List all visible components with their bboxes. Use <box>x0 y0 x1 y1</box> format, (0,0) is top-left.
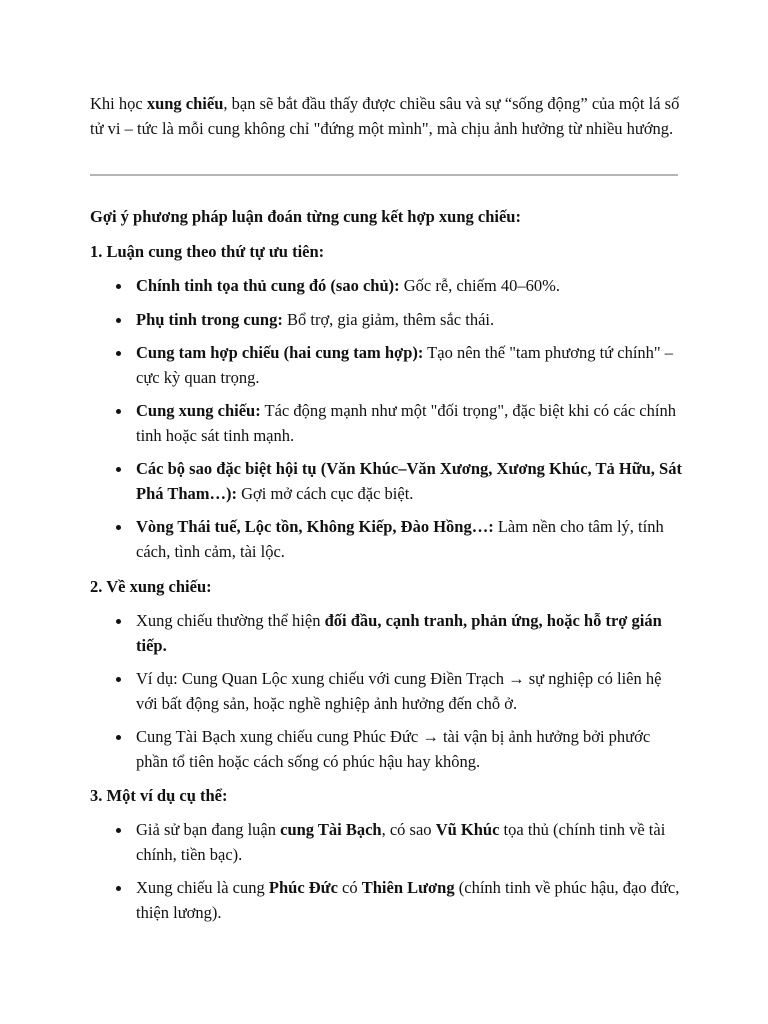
item-bold: đối đầu, cạnh tranh, phản ứng, hoặc hỗ trợ gián tiếp. <box>136 611 662 655</box>
item-bold: Phúc Đức <box>268 878 338 897</box>
item-text: Xung chiếu là cung <box>136 878 269 897</box>
item-text: Làm nền cho tâm lý, tính cách, tình cảm, tài lộc. <box>136 517 664 561</box>
section2-heading: 2. Về xung chiếu: <box>90 577 212 596</box>
intro-term: xung chiếu <box>146 94 224 113</box>
item-bold: Cung tam hợp chiếu (hai cung tam hợp): <box>136 343 424 362</box>
list-item <box>136 609 684 658</box>
item-bold: Vũ Khúc <box>435 820 500 839</box>
item-bold: Phụ tinh trong cung: <box>136 309 283 329</box>
item-text: tọa thủ (chính tinh về tài chính, tiền bạc). <box>136 820 666 864</box>
list-item <box>136 515 684 564</box>
section2-list <box>136 609 684 774</box>
item-text: Giả sử bạn đang luận <box>136 820 281 839</box>
list-item <box>136 399 684 448</box>
section1-list <box>136 274 684 564</box>
item-text: có <box>337 878 362 897</box>
item-text: (chính tinh về phúc hậu, đạo đức, thiện lương). <box>136 878 680 922</box>
item-bold: Vòng Thái tuế, Lộc tồn, Không Kiếp, Đào Hồng…: <box>136 517 494 536</box>
section1-heading: 1. Luận cung theo thứ tự ưu tiên: <box>90 242 325 261</box>
item-bold: Các bộ sao đặc biệt hội tụ (Văn Khúc–Văn Xương, Xương Khúc, Tả Hữu, Sát Phá Tham…): <box>136 459 682 503</box>
item-text: Ví dụ: Cung Quan Lộc xung chiếu với cung Điền Trạch → sự nghiệp có liên hệ với bất động sản, hoặc nghề nghiệp ảnh hưởng đến chỗ ở. <box>136 669 662 713</box>
intro-lead: Khi học <box>90 94 147 113</box>
section3-list <box>136 818 684 925</box>
list-item <box>136 274 684 299</box>
item-text: Xung chiếu thường thể hiện <box>136 611 325 630</box>
list-item <box>136 725 684 774</box>
item-text: Cung Tài Bạch xung chiếu cung Phúc Đức → tài vận bị ảnh hưởng bởi phước phần tổ tiên hoặc cách sống có phúc hậu hay không. <box>136 727 651 771</box>
list-item <box>136 308 684 333</box>
item-bold: Thiên Lương <box>361 878 455 897</box>
list-item <box>136 457 684 506</box>
item-bold: Chính tinh tọa thủ cung đó (sao chủ): <box>136 276 400 295</box>
intro-rest: , bạn sẽ bắt đầu thấy được chiều sâu và sự “sống động” của một lá số tử vi – tức là mỗi cung không chỉ "đứng một mình", mà chịu ảnh hưởng từ nhiều hướng. <box>90 94 680 138</box>
item-text: Gốc rễ, chiếm 40–60%. <box>399 276 560 295</box>
list-item <box>136 341 684 390</box>
item-bold: Cung xung chiếu: <box>136 401 261 420</box>
item-text: Tác động mạnh như một "đối trọng", đặc biệt khi có các chính tinh hoặc sát tinh mạnh. <box>136 401 676 445</box>
horizontal-divider <box>90 174 678 176</box>
item-text: Bổ trợ, gia giảm, thêm sắc thái. <box>282 309 495 329</box>
item-text: , có sao <box>381 820 436 839</box>
item-bold: cung Tài Bạch <box>280 820 382 839</box>
section3-heading: 3. Một ví dụ cụ thể: <box>90 786 228 805</box>
item-text: Gợi mở cách cục đặc biệt. <box>237 483 414 503</box>
list-item <box>136 818 684 867</box>
list-item <box>136 876 684 925</box>
list-item <box>136 667 684 716</box>
item-text: Tạo nên thế "tam phương tứ chính" – cực kỳ quan trọng. <box>136 343 674 387</box>
main-heading: Gợi ý phương pháp luận đoán từng cung kết hợp xung chiếu: <box>90 207 521 226</box>
intro-paragraph <box>90 92 682 141</box>
